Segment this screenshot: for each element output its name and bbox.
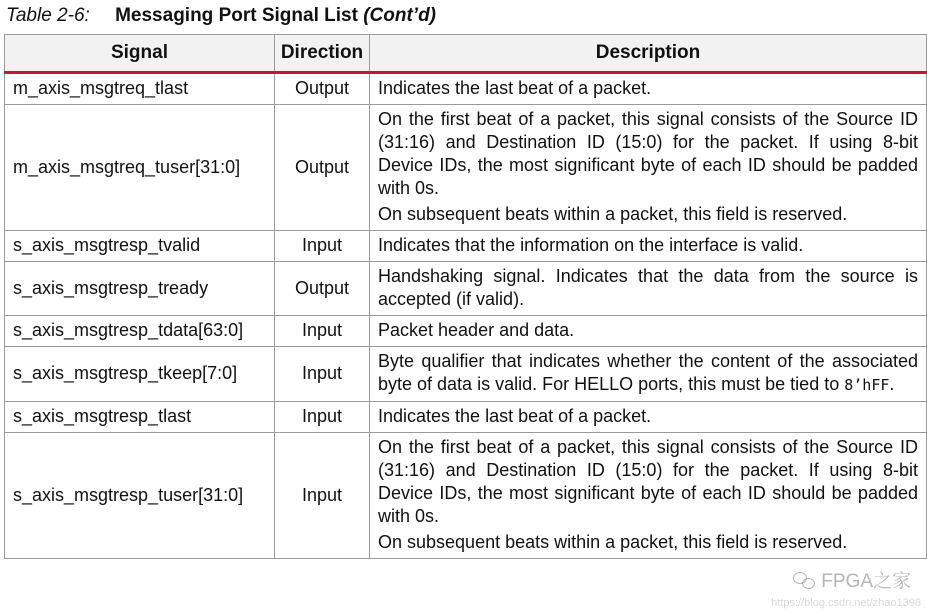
table-row [5, 402, 927, 433]
column-header-direction: Direction [275, 35, 370, 73]
signal-name: s_axis_msgtresp_tready [5, 262, 275, 316]
table-number: Table 2-6: [6, 5, 90, 26]
signal-name: s_axis_msgtresp_tuser[31:0] [5, 433, 275, 559]
signal-description: Indicates the last beat of a packet. [370, 402, 927, 433]
description-suffix: . [889, 374, 895, 394]
signal-direction: Output [275, 105, 370, 231]
table-caption [6, 3, 436, 29]
signal-name: m_axis_msgtreq_tlast [5, 73, 275, 105]
table-header-row [5, 35, 927, 73]
signal-name: s_axis_msgtresp_tlast [5, 402, 275, 433]
wechat-icon [793, 571, 815, 589]
description-paragraph-2: On subsequent beats within a packet, this field is reserved. [378, 532, 848, 552]
column-header-signal: Signal [5, 35, 275, 73]
signal-description: Handshaking signal. Indicates that the data from the source is accepted (if valid). [370, 262, 927, 316]
table-continued-label: (Cont’d) [363, 5, 437, 26]
signal-direction: Input [275, 433, 370, 559]
signal-description: Packet header and data. [370, 316, 927, 347]
signal-description [370, 347, 927, 402]
watermark-text: FPGA之家 [821, 571, 911, 592]
column-header-description: Description [370, 35, 927, 73]
signal-direction: Input [275, 316, 370, 347]
watermark [793, 566, 911, 593]
signal-description [370, 433, 927, 559]
table-row [5, 105, 927, 231]
watermark-url: https://blog.csdn.net/zhao1398 [771, 597, 921, 609]
signal-table [4, 34, 927, 559]
signal-direction: Output [275, 73, 370, 105]
table-row [5, 231, 927, 262]
signal-description [370, 105, 927, 231]
table-row [5, 347, 927, 402]
signal-direction: Input [275, 402, 370, 433]
signal-description: Indicates that the information on the interface is valid. [370, 231, 927, 262]
description-paragraph: On the first beat of a packet, this signal consists of the Source ID (31:16) and Destination ID (15:0) for the packet. If using 8-bit Device IDs, the most significant byte of each ID should be padded with 0s. [378, 437, 918, 526]
signal-direction: Input [275, 231, 370, 262]
code-value: 8’hFF [844, 376, 890, 394]
signal-name: m_axis_msgtreq_tuser[31:0] [5, 105, 275, 231]
table-row [5, 73, 927, 105]
signal-direction: Output [275, 262, 370, 316]
description-paragraph: On the first beat of a packet, this signal consists of the Source ID (31:16) and Destination ID (15:0) for the packet. If using 8-bit Device IDs, the most significant byte of each ID should be padded with 0s. [378, 109, 918, 198]
table-title: Messaging Port Signal List [115, 5, 358, 26]
table-row [5, 316, 927, 347]
table-row [5, 433, 927, 559]
signal-description: Indicates the last beat of a packet. [370, 73, 927, 105]
table-row [5, 262, 927, 316]
description-text: Byte qualifier that indicates whether the content of the associated byte of data is valid. For HELLO ports, this must be tied to [378, 351, 918, 394]
signal-name: s_axis_msgtresp_tvalid [5, 231, 275, 262]
signal-name: s_axis_msgtresp_tdata[63:0] [5, 316, 275, 347]
description-paragraph-2: On subsequent beats within a packet, this field is reserved. [378, 204, 848, 224]
signal-direction: Input [275, 347, 370, 402]
signal-name: s_axis_msgtresp_tkeep[7:0] [5, 347, 275, 402]
